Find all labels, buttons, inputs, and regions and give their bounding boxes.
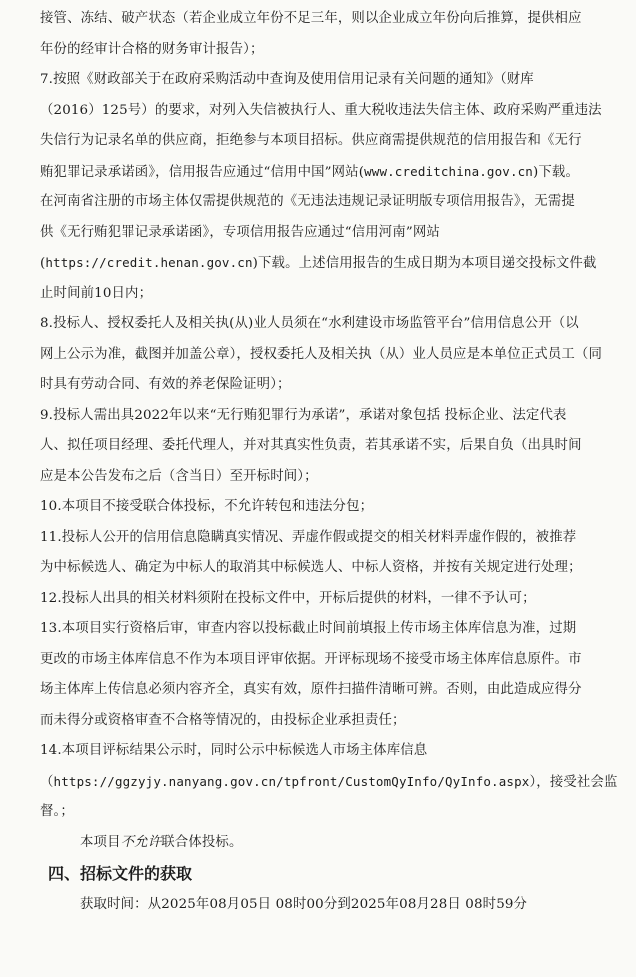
text-line: 止时间前10日内； [40, 285, 153, 301]
text-line: 接管、冻结、破产状态（若企业成立年份不足三年，则以企业成立年份向后推算，提供相应 [40, 11, 582, 26]
note-line [40, 828, 622, 859]
text-line [40, 157, 622, 188]
creditchina-link[interactable]: www.creditchina.gov.cn [364, 163, 533, 179]
text-line: 11.投标人公开的信用信息隐瞒真实情况、弄虚作假或提交的相关材料弄虚作假的，被推荐 [40, 529, 577, 545]
text-line: 而未得分或资格审查不合格等情况的，由投标企业承担责任； [40, 712, 406, 728]
text-line: 场主体库上传信息必须内容齐全，真实有效，原件扫描件清晰可辨。否则，由此造成应得分 [40, 682, 582, 697]
text-line [40, 248, 622, 279]
acquire-time-line: 获取时间：从2025年08月05日 08时00分到2025年08月28日 08时59分 [80, 897, 528, 912]
text-span: 贿犯罪记录承诺函》，信用报告应通过“信用中国”网站( [40, 164, 365, 180]
text-line: 年份的经审计合格的财务审计报告）； [40, 41, 264, 57]
text-line: 12.投标人出具的相关材料须附在投标文件中，开标后提供的材料，一律不予认可； [40, 590, 536, 606]
text-span: ( [40, 256, 46, 271]
text-line: 失信行为记录名单的供应商，拒绝参与本项目招标。供应商需提供规范的信用报告和《无行 [40, 133, 582, 148]
text-span: )下载。 [532, 164, 579, 180]
ggzyjy-link[interactable]: https://ggzyjy.nanyang.gov.cn/tpfront/CustomQyInfo/QyInfo.aspx [53, 773, 530, 789]
text-line: 在河南省注册的市场主体仅需提供规范的《无违法违规记录证明版专项信用报告》，无需提 [40, 194, 575, 209]
text-line: 网上公示为准，截图并加盖公章），授权委托人及相关执（从）业人员应是本单位正式员工（同 [40, 346, 603, 362]
text-line: 督。； [40, 804, 74, 819]
text-line: 人、拟任项目经理、委托代理人，并对其真实性负责，若其承诺不实，后果自负（出具时间 [40, 438, 582, 453]
text-line: 为中标候选人、确定为中标人的取消其中标候选人、中标人资格，并按有关规定进行处理； [40, 560, 582, 575]
text-span: ），接受社会监 [529, 774, 618, 790]
text-line: 10.本项目不接受联合体投标，不允许转包和违法分包； [40, 499, 374, 514]
text-line: 供《无行贿犯罪记录承诺函》，专项信用报告应通过“信用河南”网站 [40, 224, 440, 240]
text-line: 应是本公告发布之后（含当日）至开标时间）； [40, 468, 318, 484]
text-span: （ [40, 774, 54, 790]
text-line: 时具有劳动合同、有效的养老保险证明）； [40, 377, 291, 392]
note-prefix: 本项目 [80, 834, 121, 850]
note-suffix: 联合体投标。 [161, 834, 243, 850]
text-line: 9.投标人需出具2022年以来“无行贿犯罪行为承诺”，承诺对象包括 投标企业、法定代表 [40, 407, 567, 423]
section-heading: 四、招标文件的获取 [48, 864, 193, 883]
text-line: 7.按照《财政部关于在政府采购活动中查询及使用信用记录有关问题的通知》（财库 [40, 72, 534, 87]
text-line: 13.本项目实行资格后审，审查内容以投标截止时间前填报上传市场主体库信息为准，过期 [40, 621, 577, 636]
credit-henan-link[interactable]: https://credit.henan.gov.cn [45, 255, 253, 270]
text-line [40, 767, 622, 798]
text-line: 8.投标人、授权委托人及相关执(从)业人员须在“水利建设市场监管平台”信用信息公开（以 [40, 316, 579, 331]
text-line: （2016）125号）的要求，对列入失信被执行人、重大税收违法失信主体、政府采购严重违法 [40, 102, 602, 118]
text-line: 更改的市场主体库信息不作为本项目评审依据。开评标现场不接受市场主体库信息原件。市 [40, 651, 582, 667]
note-emphasis: 不允许 [120, 834, 162, 850]
text-line: 14.本项目评标结果公示时，同时公示中标候选人市场主体库信息 [40, 743, 428, 758]
text-span: )下载。上述信用报告的生成日期为本项目递交投标文件截 [252, 256, 597, 271]
